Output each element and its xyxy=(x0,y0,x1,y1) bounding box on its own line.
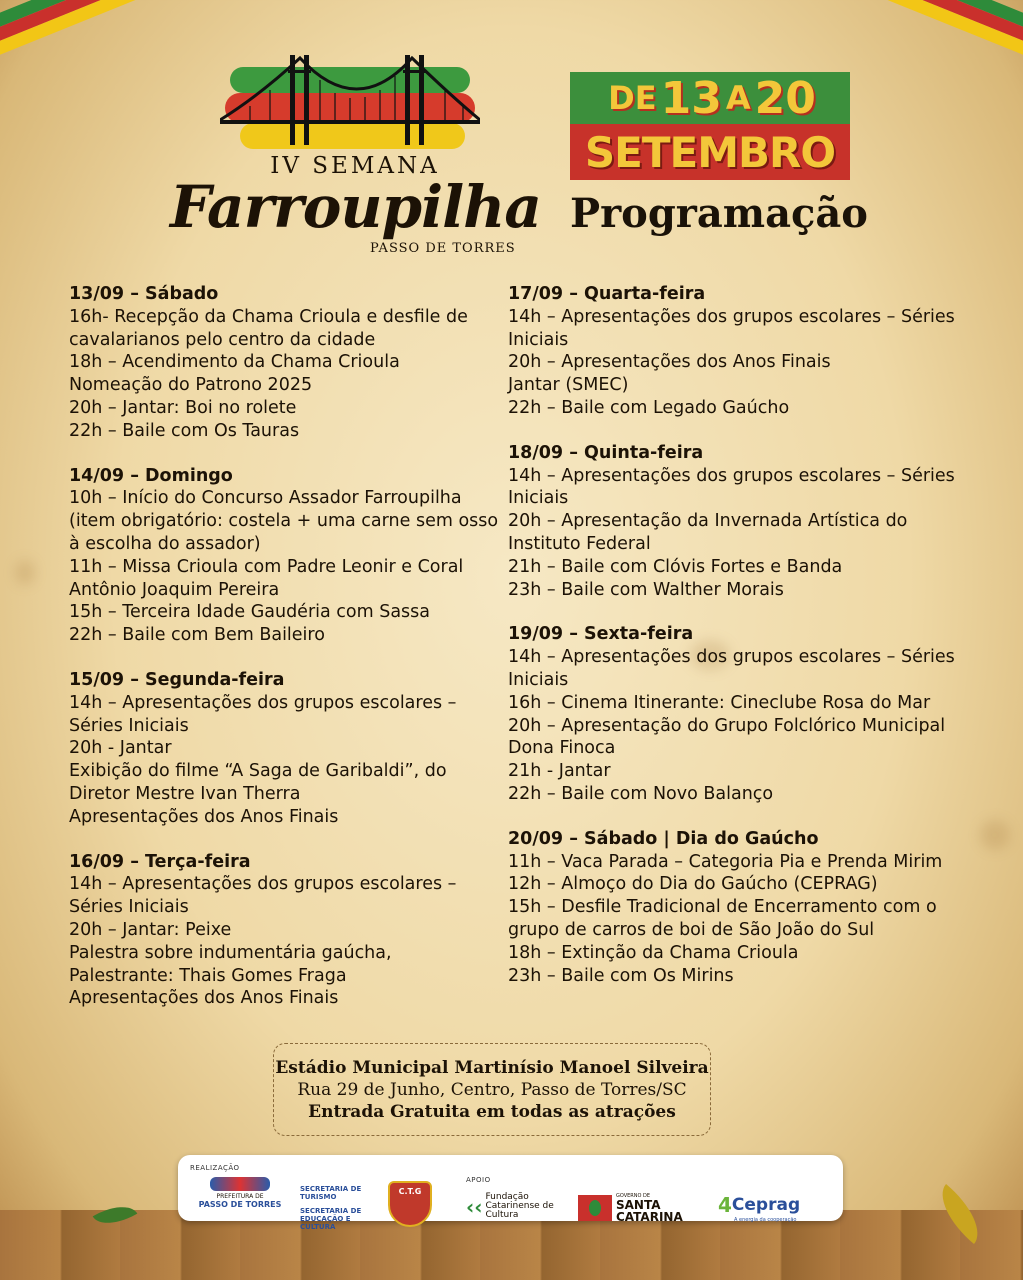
edition-label: IV SEMANA xyxy=(270,153,440,179)
day-block xyxy=(69,283,509,443)
schedule-item: 23h – Baile com Os Mirins xyxy=(508,965,734,986)
schedule-item: Jantar (SMEC) xyxy=(508,375,629,396)
schedule-item: 18h – Acendimento da Chama Crioula xyxy=(69,352,400,373)
santa-catarina-logo xyxy=(578,1193,713,1223)
day-title: 20/09 – Sábado | Dia do Gaúcho xyxy=(508,828,819,849)
santa-catarina-name: SANTA CATARINA xyxy=(616,1198,683,1224)
schedule-item: 10h – Início do Concurso Assador Farroupilha (item obrigatório: costela + uma carne sem osso à escolha do assador) xyxy=(69,488,499,554)
flag-stripe-left xyxy=(0,0,188,77)
bridge-icon xyxy=(220,50,480,150)
venue-name: Estádio Municipal Martinísio Manoel Silveira xyxy=(275,1058,709,1078)
event-title: Farroupilha xyxy=(170,173,541,241)
paper-stain xyxy=(980,820,1010,850)
schedule-right-column xyxy=(508,283,978,1009)
venue-address: Rua 29 de Junho, Centro, Passo de Torres/SC xyxy=(297,1080,687,1100)
ceprag-logo xyxy=(718,1193,828,1223)
day-title: 16/09 – Terça-feira xyxy=(69,851,251,872)
program-heading: Programação xyxy=(570,190,868,237)
coat-of-arms-icon xyxy=(210,1177,270,1191)
dates-a: A xyxy=(725,79,751,117)
schedule-item: 22h – Baile com Novo Balanço xyxy=(508,783,774,804)
schedule-item: 18h – Extinção da Chama Crioula xyxy=(508,942,799,963)
venue-box xyxy=(273,1043,711,1136)
date-banner xyxy=(570,72,850,180)
day-block xyxy=(69,851,509,1011)
fundacao-name: Fundação Catarinense de Cultura xyxy=(485,1192,554,1220)
day-title: 17/09 – Quarta-feira xyxy=(508,284,706,304)
day-block xyxy=(508,623,978,805)
day-block xyxy=(508,283,978,420)
fundacao-logo xyxy=(466,1193,566,1220)
city-label: PASSO DE TORRES xyxy=(370,241,516,256)
chevron-icon: ‹‹ xyxy=(466,1194,483,1219)
flag-stripe-right xyxy=(835,0,1023,77)
schedule-item: 21h – Baile com Clóvis Fortes e Banda xyxy=(508,556,843,577)
schedule-item: 16h- Recepção da Chama Crioula e desfile de cavalarianos pelo centro da cidade xyxy=(69,306,468,350)
event-logo xyxy=(170,45,540,265)
paper-stain xyxy=(15,560,35,585)
schedule-item: 20h - Jantar xyxy=(69,738,172,759)
schedule-item: 22h – Baile com Os Tauras xyxy=(69,420,300,441)
prefeitura-name: PASSO DE TORRES xyxy=(198,1200,282,1209)
schedule-item: 15h – Terceira Idade Gaudéria com Sassa xyxy=(69,602,431,623)
schedule-item: 11h – Vaca Parada – Categoria Pia e Prenda Mirim xyxy=(508,851,943,872)
apoio-label: APOIO xyxy=(466,1176,491,1184)
schedule-item: Exibição do filme “A Saga de Garibaldi”, do Diretor Mestre Ivan Therra xyxy=(69,761,447,804)
day-title: 14/09 – Domingo xyxy=(69,465,233,486)
schedule-item: Palestra sobre indumentária gaúcha, xyxy=(69,942,392,963)
ceprag-name: Ceprag xyxy=(731,1195,801,1215)
schedule-item: 14h – Apresentações dos grupos escolares – Séries Iniciais xyxy=(508,306,955,350)
schedule-left-column xyxy=(69,283,509,1032)
schedule-item: Nomeação do Patrono 2025 xyxy=(69,375,313,396)
day-title: 15/09 – Segunda-feira xyxy=(69,669,285,690)
schedule-item: Palestrante: Thais Gomes Fraga xyxy=(69,965,347,986)
schedule-item: 20h – Apresentações dos Anos Finais xyxy=(508,352,831,373)
day-block xyxy=(508,442,978,602)
schedule-item: 22h – Baile com Bem Baileiro xyxy=(69,625,325,646)
schedule-item: 15h – Desfile Tradicional de Encerramento com o grupo de carros de boi de São João do Sul xyxy=(508,897,937,940)
prefeitura-small: PREFEITURA DE xyxy=(216,1193,264,1200)
secretarias xyxy=(300,1185,375,1231)
day-block xyxy=(508,828,978,988)
sec-turismo: SECRETARIA DE TURISMO xyxy=(300,1185,362,1201)
day-block xyxy=(69,669,509,829)
schedule-item: 14h – Apresentações dos grupos escolares – Séries Iniciais xyxy=(508,465,955,509)
schedule-item: 21h - Jantar xyxy=(508,761,611,782)
schedule-item: 20h – Apresentação do Grupo Folclórico Municipal Dona Finoca xyxy=(508,715,946,759)
schedule-item: Apresentações dos Anos Finais xyxy=(69,806,339,827)
schedule-item: 12h – Almoço do Dia do Gaúcho (CEPRAG) xyxy=(508,874,878,895)
ceprag-4-icon: 4 xyxy=(718,1193,732,1217)
schedule-item: 16h – Cinema Itinerante: Cineclube Rosa do Mar xyxy=(508,692,931,713)
ceprag-tagline: A energia da cooperação xyxy=(734,1217,797,1223)
day-block xyxy=(69,465,509,647)
schedule-item: 11h – Missa Crioula com Padre Leonir e Coral Antônio Joaquim Pereira xyxy=(69,556,464,600)
sponsors-bar xyxy=(178,1155,843,1231)
venue-entry: Entrada Gratuita em todas as atrações xyxy=(308,1102,676,1122)
schedule-item: 20h – Jantar: Boi no rolete xyxy=(69,397,297,418)
schedule-item: 20h – Jantar: Peixe xyxy=(69,919,232,940)
sec-educacao: SECRETARIA DE EDUCAÇÃO E CULTURA xyxy=(300,1207,362,1231)
dates-month: SETEMBRO xyxy=(570,124,850,180)
schedule-item: 14h – Apresentações dos grupos escolares – Séries Iniciais xyxy=(508,647,955,690)
day-title: 19/09 – Sexta-feira xyxy=(508,624,694,645)
ctg-logo: C.T.G xyxy=(388,1181,432,1227)
dates-de: DE xyxy=(608,79,657,117)
dates-to: 20 xyxy=(754,72,816,124)
realizacao-label: REALIZAÇÃO xyxy=(190,1164,240,1172)
governo-small: GOVERNO DE xyxy=(616,1193,651,1199)
dates-from: 13 xyxy=(660,72,722,124)
day-title: 18/09 – Quinta-feira xyxy=(508,442,704,463)
schedule-item: 14h – Apresentações dos grupos escolares – Séries Iniciais xyxy=(69,874,457,918)
sc-flag-icon xyxy=(578,1195,612,1221)
schedule-item: Apresentações dos Anos Finais xyxy=(69,988,339,1009)
schedule-item: 20h – Apresentação da Invernada Artística do Instituto Federal xyxy=(508,511,908,554)
schedule-item: 22h – Baile com Legado Gaúcho xyxy=(508,397,790,418)
schedule-item: 23h – Baile com Walther Morais xyxy=(508,579,784,600)
day-title: 13/09 – Sábado xyxy=(69,284,219,304)
prefeitura-logo xyxy=(196,1177,284,1209)
schedule-item: 14h – Apresentações dos grupos escolares – Séries Iniciais xyxy=(69,692,457,736)
